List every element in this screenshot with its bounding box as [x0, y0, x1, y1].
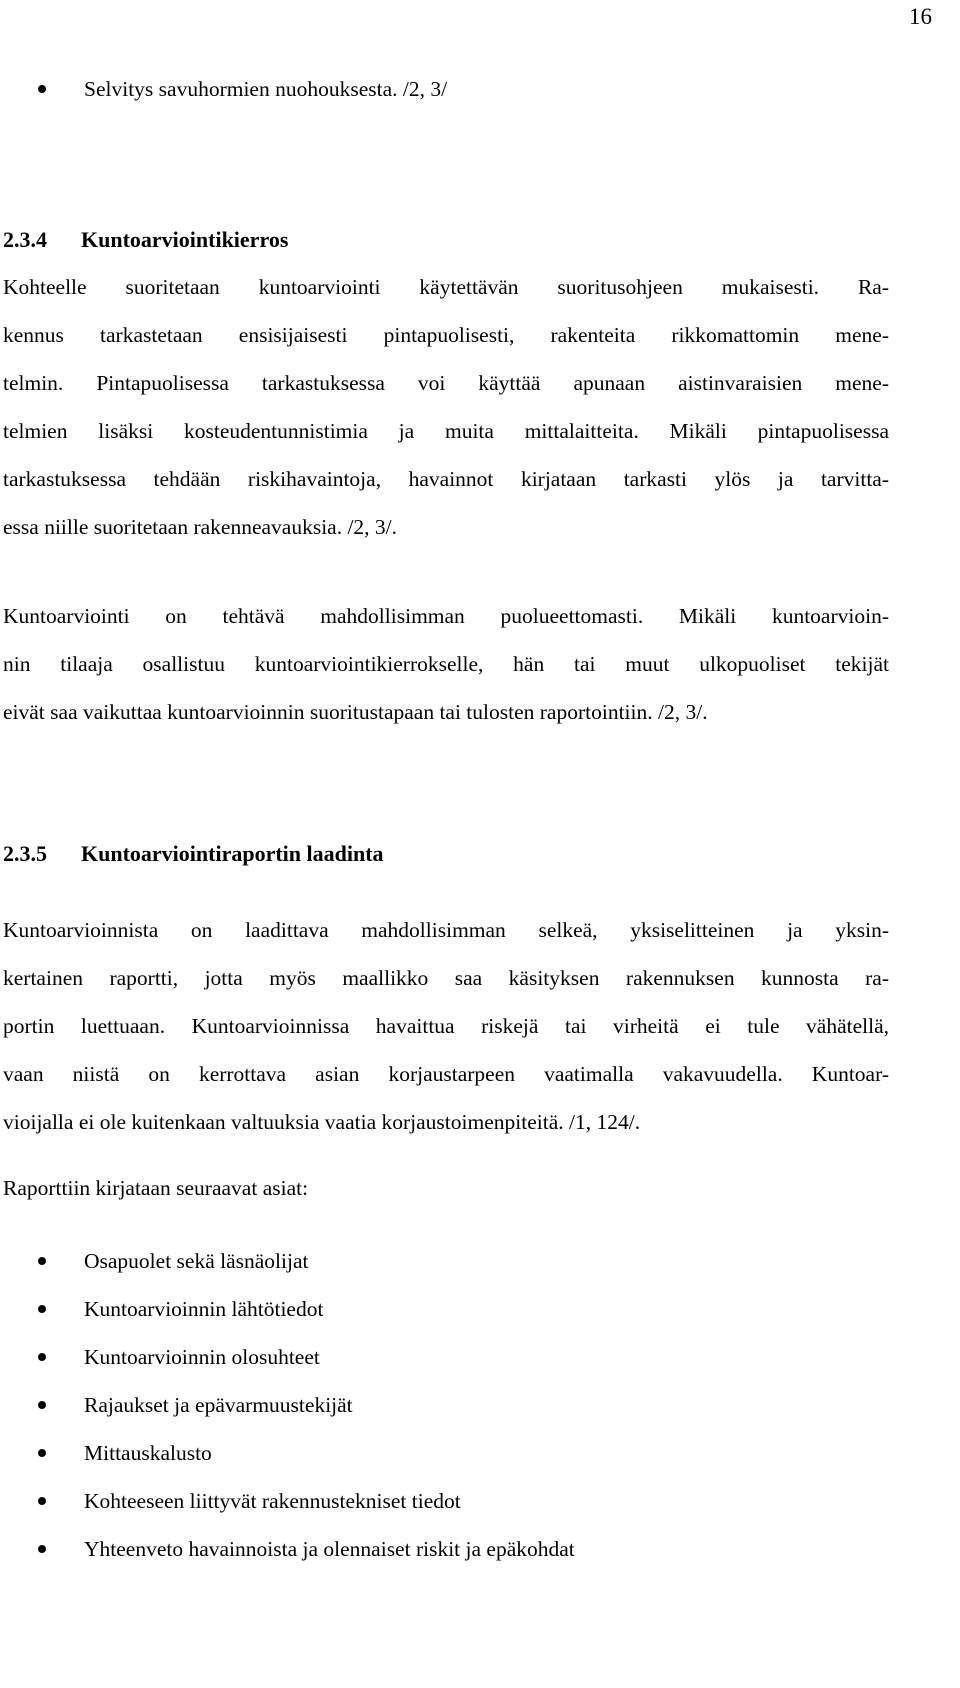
- bullet-icon: [38, 1353, 46, 1361]
- bullet-list-top: [0, 65, 447, 113]
- bullet-icon: [38, 1497, 46, 1505]
- paragraph-line: essa niille suoritetaan rakenneavauksia. /2, 3/.: [3, 515, 398, 539]
- bullet-icon: [38, 1305, 46, 1313]
- list-item-text: Selvitys savuhormien nuohouksesta. /2, 3/: [84, 77, 448, 101]
- paragraph-line: vaan niistä on kerrottava asian korjaustarpeen vaatimalla vakavuudella. Kuntoar-: [3, 1062, 889, 1086]
- list-item-text: Rajaukset ja epävarmuustekijät: [84, 1393, 353, 1417]
- bullet-icon: [38, 85, 46, 93]
- list-item: [0, 1285, 575, 1333]
- paragraph-line: telmien lisäksi kosteudentunnistimia ja muita mittalaitteita. Mikäli pintapuolisessa: [3, 419, 889, 443]
- paragraph-line: tarkastuksessa tehdään riskihavaintoja, havainnot kirjataan tarkasti ylös ja tarvitta-: [3, 467, 889, 491]
- paragraph-line: nin tilaaja osallistuu kuntoarviointikierrokselle, hän tai muut ulkopuoliset tekijät: [3, 652, 889, 676]
- paragraph-line: Kuntoarvioinnista on laadittava mahdollisimman selkeä, yksiselitteinen ja yksin-: [3, 918, 889, 942]
- section-number: 2.3.4: [3, 227, 47, 252]
- paragraph-line: Raporttiin kirjataan seuraavat asiat:: [3, 1176, 309, 1200]
- paragraph-puolueettomuus: [3, 592, 889, 736]
- list-item: [0, 1237, 575, 1285]
- paragraph-line: kertainen raportti, jotta myös maallikko saa käsityksen rakennuksen kunnosta ra-: [3, 966, 889, 990]
- paragraph-raportin-laadinta: [3, 906, 889, 1146]
- section-heading-kuntoarviointikierros: [3, 225, 288, 255]
- paragraph-line: vioijalla ei ole kuitenkaan valtuuksia vaatia korjaustoimenpiteitä. /1, 124/.: [3, 1110, 641, 1134]
- list-item: [0, 1333, 575, 1381]
- list-item: [0, 65, 447, 113]
- paragraph-kuntoarviointikierros: [3, 263, 889, 551]
- bullet-icon: [38, 1449, 46, 1457]
- list-item-text: Kohteeseen liittyvät rakennustekniset tiedot: [84, 1489, 461, 1513]
- paragraph-raporttiin-kirjataan: [3, 1164, 889, 1212]
- section-title: Kuntoarviointiraportin laadinta: [81, 841, 384, 866]
- paragraph-line: telmin. Pintapuolisessa tarkastuksessa voi käyttää apunaan aistinvaraisien mene-: [3, 371, 889, 395]
- bullet-icon: [38, 1401, 46, 1409]
- bullet-list-report-contents: [0, 1237, 575, 1573]
- paragraph-line: Kohteelle suoritetaan kuntoarviointi käytettävän suoritusohjeen mukaisesti. Ra-: [3, 275, 889, 299]
- paragraph-line: eivät saa vaikuttaa kuntoarvioinnin suoritustapaan tai tulosten raportointiin. /2, 3/.: [3, 700, 708, 724]
- list-item-text: Osapuolet sekä läsnäolijat: [84, 1249, 309, 1273]
- list-item: [0, 1525, 575, 1573]
- list-item: [0, 1477, 575, 1525]
- list-item: [0, 1429, 575, 1477]
- bullet-icon: [38, 1257, 46, 1265]
- bullet-icon: [38, 1545, 46, 1553]
- section-number: 2.3.5: [3, 841, 47, 866]
- list-item-text: Yhteenveto havainnoista ja olennaiset riskit ja epäkohdat: [84, 1537, 575, 1561]
- paragraph-line: kennus tarkastetaan ensisijaisesti pintapuolisesti, rakenteita rikkomattomin mene-: [3, 323, 889, 347]
- list-item: [0, 1381, 575, 1429]
- page-number: 16: [909, 4, 932, 29]
- paragraph-line: portin luettuaan. Kuntoarvioinnissa havaittua riskejä tai virheitä ei tule vähätellä,: [3, 1014, 889, 1038]
- list-item-text: Kuntoarvioinnin lähtötiedot: [84, 1297, 324, 1321]
- section-title: Kuntoarviointikierros: [81, 227, 289, 252]
- list-item-text: Mittauskalusto: [84, 1441, 212, 1465]
- list-item-text: Kuntoarvioinnin olosuhteet: [84, 1345, 320, 1369]
- paragraph-line: Kuntoarviointi on tehtävä mahdollisimman puolueettomasti. Mikäli kuntoarvioin-: [3, 604, 889, 628]
- section-heading-raportin-laadinta: [3, 839, 384, 869]
